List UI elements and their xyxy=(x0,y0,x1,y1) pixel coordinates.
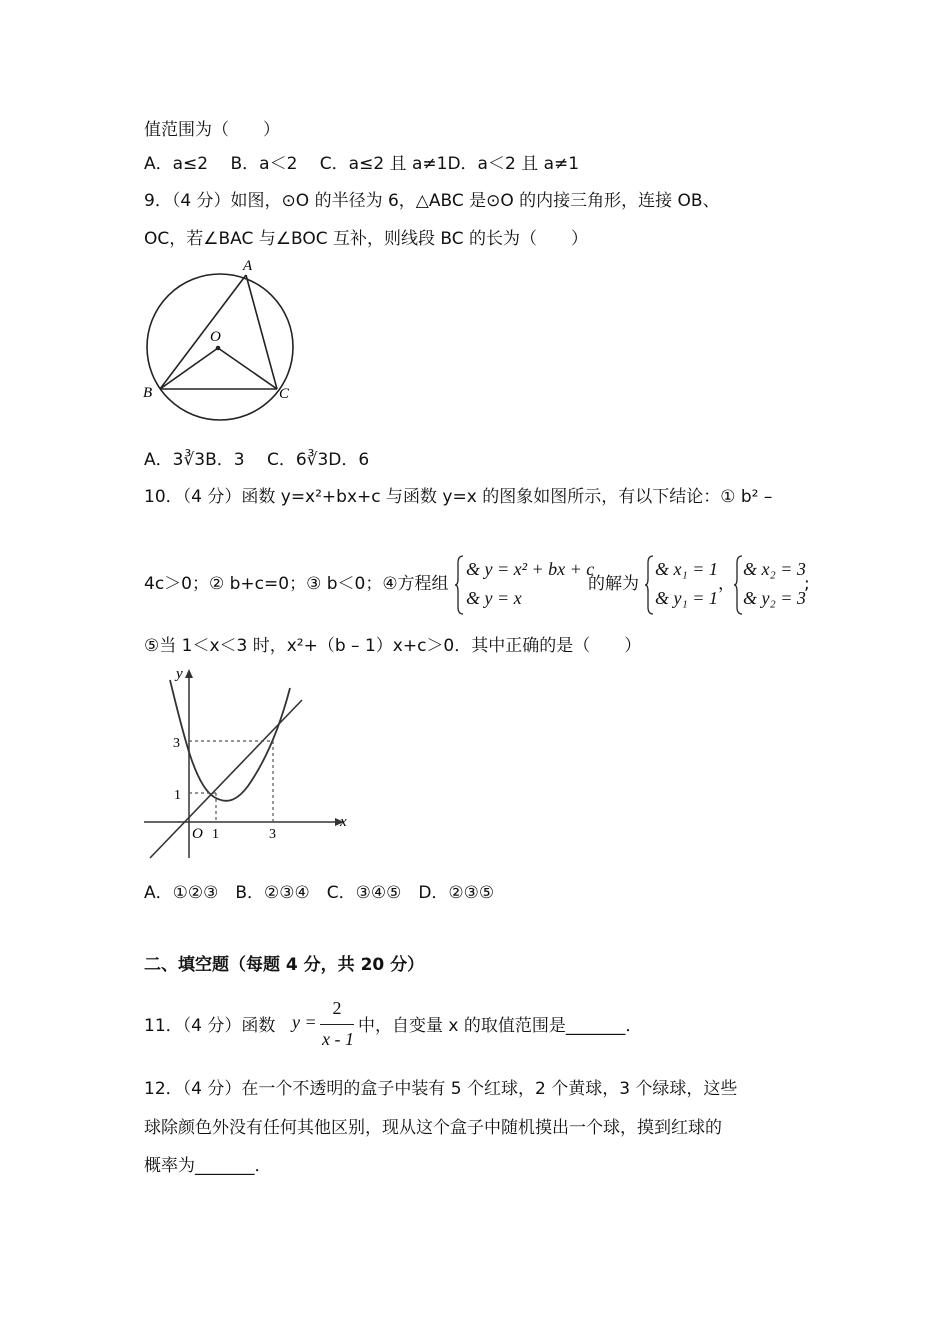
q8-continuation: 值范围为（ ） xyxy=(144,120,280,140)
section2-title: 二、填空题（每题 4 分，共 20 分） xyxy=(144,955,425,975)
q10-solution2-row1: & x₂ = 3 xyxy=(743,559,806,579)
q8-options: A．a≤2 B．a＜2 C．a≤2 且 a≠1D．a＜2 且 a≠1 xyxy=(144,154,580,174)
q10-tick-y-1: 1 xyxy=(174,788,181,803)
q9-options: A．3∛3B．3 C．6∛3D．6 xyxy=(144,450,370,470)
q9-label-a: A xyxy=(243,258,253,274)
q10-text-line1: 10．（4 分）函数 y=x²+bx+c 与函数 y=x 的图象如图所示，有以下结论：① b² – xyxy=(144,487,773,507)
q10-solution1-row2: & y₁ = 1 xyxy=(655,588,718,608)
q10-text-line3: ⑤当 1＜x＜3 时，x²+（b – 1）x+c＞0．其中正确的是（ ） xyxy=(144,636,642,656)
q10-text-line2-pre: 4c＞0；② b+c=0；③ b＜0；④方程组 xyxy=(144,574,449,594)
q10-options: A．①②③ B．②③④ C．③④⑤ D．②③⑤ xyxy=(144,883,495,903)
q12-text-line3: 概率为_______． xyxy=(144,1156,272,1176)
q12-text-line1: 12．（4 分）在一个不透明的盒子中装有 5 个红球，2 个黄球，3 个绿球，这些 xyxy=(144,1079,738,1099)
q9-label-c: C xyxy=(279,386,290,402)
q9-text-line1: 9．（4 分）如图，⊙O 的半径为 6，△ABC 是⊙O 的内接三角形，连接 OB、 xyxy=(144,191,720,211)
q10-system-brace xyxy=(455,555,465,615)
q10-tick-y-3: 3 xyxy=(173,736,180,751)
q11-fraction-bar xyxy=(320,1024,354,1025)
q10-solution2-row2: & y₂ = 3 xyxy=(743,588,806,608)
q10-solution1-row1: & x₁ = 1 xyxy=(655,559,718,579)
q11-text-post: 中，自变量 x 的取值范围是_______． xyxy=(358,1016,643,1036)
q9-circle-figure xyxy=(140,255,300,425)
q9-label-b: B xyxy=(143,385,153,401)
q10-origin-label: O xyxy=(192,826,203,842)
q10-text-line2-mid: 的解为 xyxy=(588,574,639,594)
q9-text-line2: OC，若∠BAC 与∠BOC 互补，则线段 BC 的长为（ ） xyxy=(144,229,589,249)
q12-text-line2: 球除颜色外没有任何其他区别，现从这个盒子中随机摸出一个球，摸到红球的 xyxy=(144,1118,722,1138)
q11-numerator: 2 xyxy=(332,998,342,1018)
q10-axis-y-label: y xyxy=(176,666,183,682)
q10-tick-x-1: 1 xyxy=(212,827,219,842)
q10-system-row2: & y = x xyxy=(466,588,522,608)
q11-text-pre: 11．（4 分）函数 xyxy=(144,1016,276,1036)
q9-label-o: O xyxy=(210,329,221,345)
q10-axis-x-label: x xyxy=(340,814,347,830)
q10-graph-figure xyxy=(140,662,360,862)
q10-solution1-brace xyxy=(645,555,655,615)
q10-comma: ， xyxy=(718,574,735,594)
q10-semicolon: ; xyxy=(804,574,810,594)
q10-tick-x-3: 3 xyxy=(269,827,276,842)
q11-frac-lhs: y = xyxy=(292,1012,317,1032)
q10-system-row1: & y = x² + bx + c xyxy=(466,559,595,579)
q11-denominator: x - 1 xyxy=(322,1029,354,1049)
